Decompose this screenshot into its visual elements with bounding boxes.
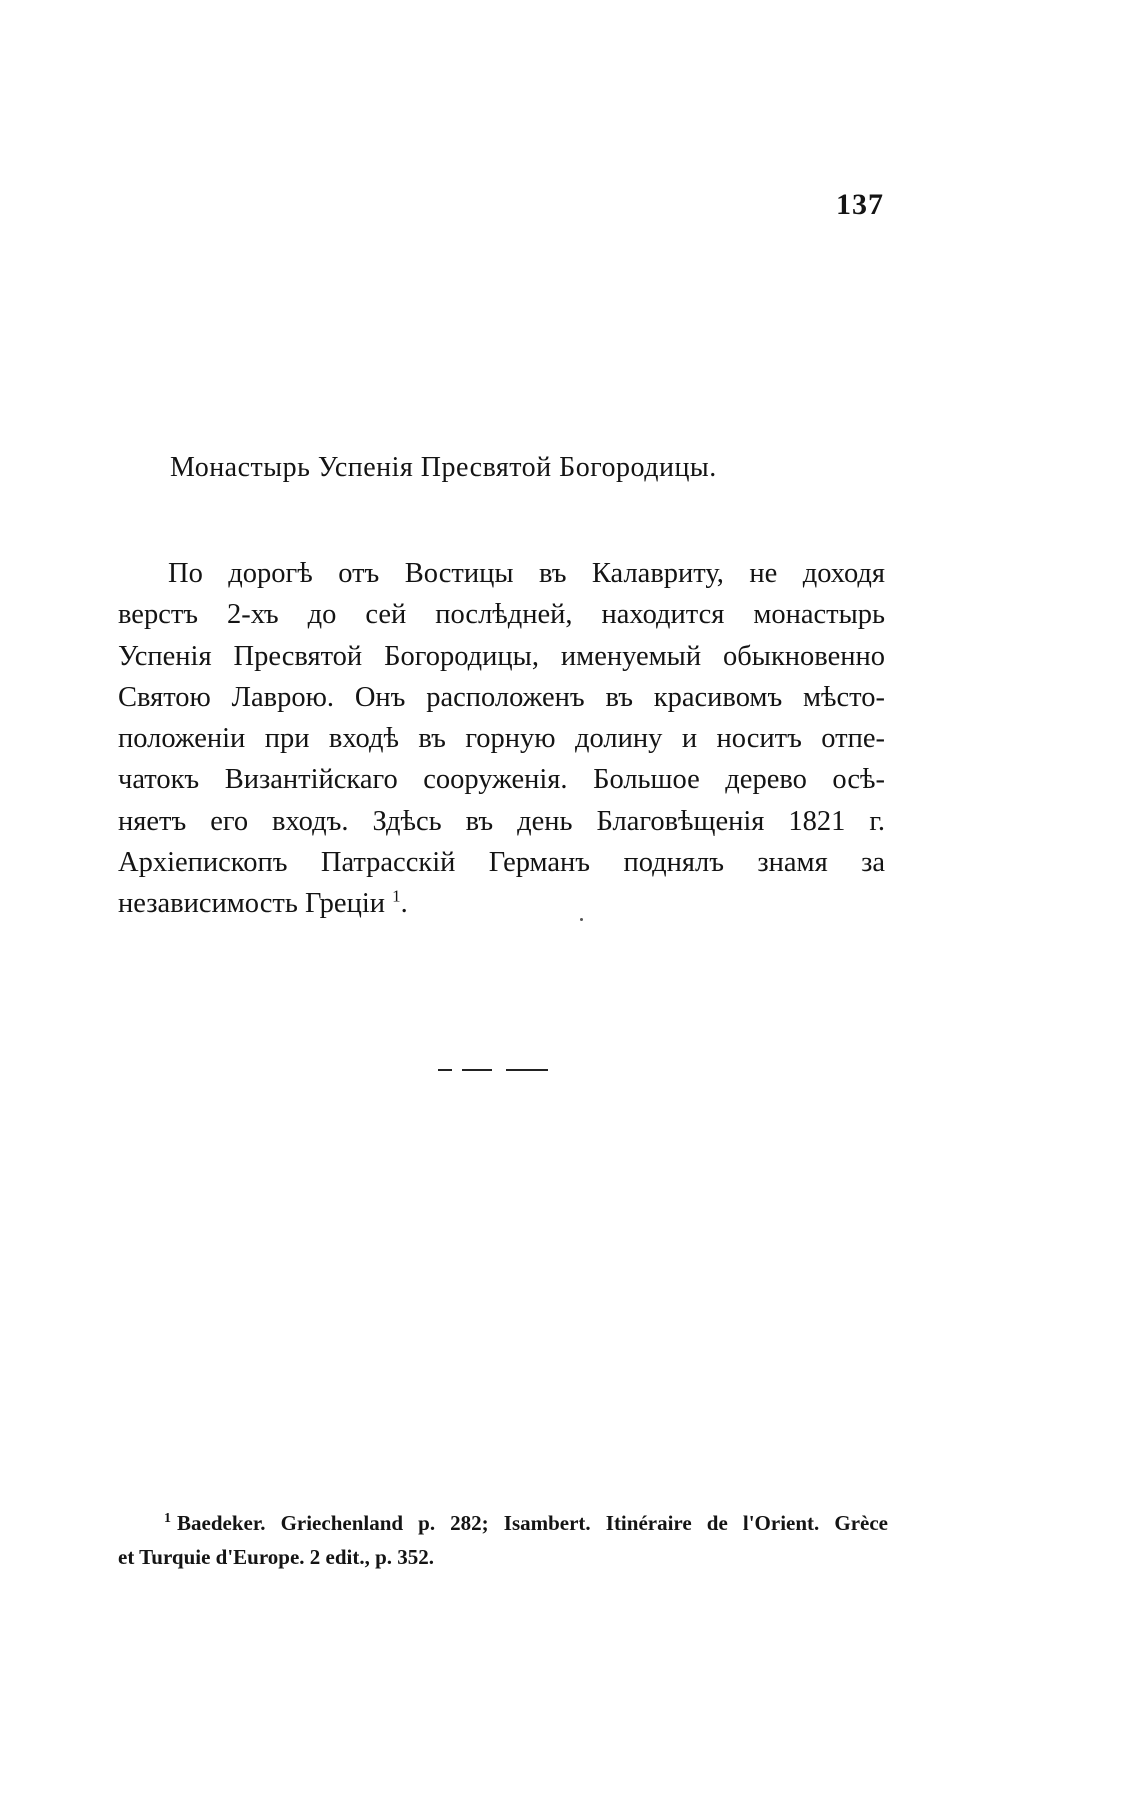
body-line: Архіепископъ Патрасскій Германъ поднялъ знамя за: [118, 847, 885, 879]
body-line: верстъ 2-хъ до сей послѣдней, находится монастырь: [118, 599, 885, 631]
body-line-text: независимость Греціи: [118, 888, 385, 920]
body-line: Успенія Пресвятой Богородицы, именуемый обыкновенно: [118, 640, 885, 672]
footnote: [118, 1506, 888, 1574]
stray-dot: [580, 918, 583, 921]
page-number: 137: [836, 188, 884, 221]
footnote-text-1: Baedeker. Griechenland p. 282; Isambert. Itinéraire de l'Orient. Grèce: [177, 1511, 888, 1535]
body-end-punctuation: .: [400, 888, 408, 920]
body-line: положеніи при входѣ въ горную долину и носитъ отпе-: [118, 723, 885, 755]
footnote-line-1: [118, 1506, 888, 1540]
footnote-line-2: et Turquie d'Europe. 2 edit., p. 352.: [118, 1545, 435, 1569]
body-line-last: [118, 883, 885, 924]
footnote-reference: 1: [392, 886, 401, 906]
divider-dash: [506, 1069, 548, 1071]
body-line: По дорогѣ отъ Востицы въ Калавриту, не доходя: [168, 558, 885, 589]
divider-dash: [438, 1069, 452, 1071]
divider-dash: [462, 1069, 492, 1071]
body-line: чатокъ Византійскаго сооруженія. Большое дерево осѣ-: [118, 764, 885, 796]
section-title: Монастырь Успенія Пресвятой Богородицы.: [170, 452, 717, 483]
body-line: Святою Лаврою. Онъ расположенъ въ красивомъ мѣсто-: [118, 681, 885, 713]
section-divider: [438, 1069, 558, 1071]
body-paragraph: [118, 553, 885, 925]
footnote-mark: 1: [164, 1511, 171, 1526]
body-line: няетъ его входъ. Здѣсь въ день Благовѣщенія 1821 г.: [118, 805, 885, 837]
